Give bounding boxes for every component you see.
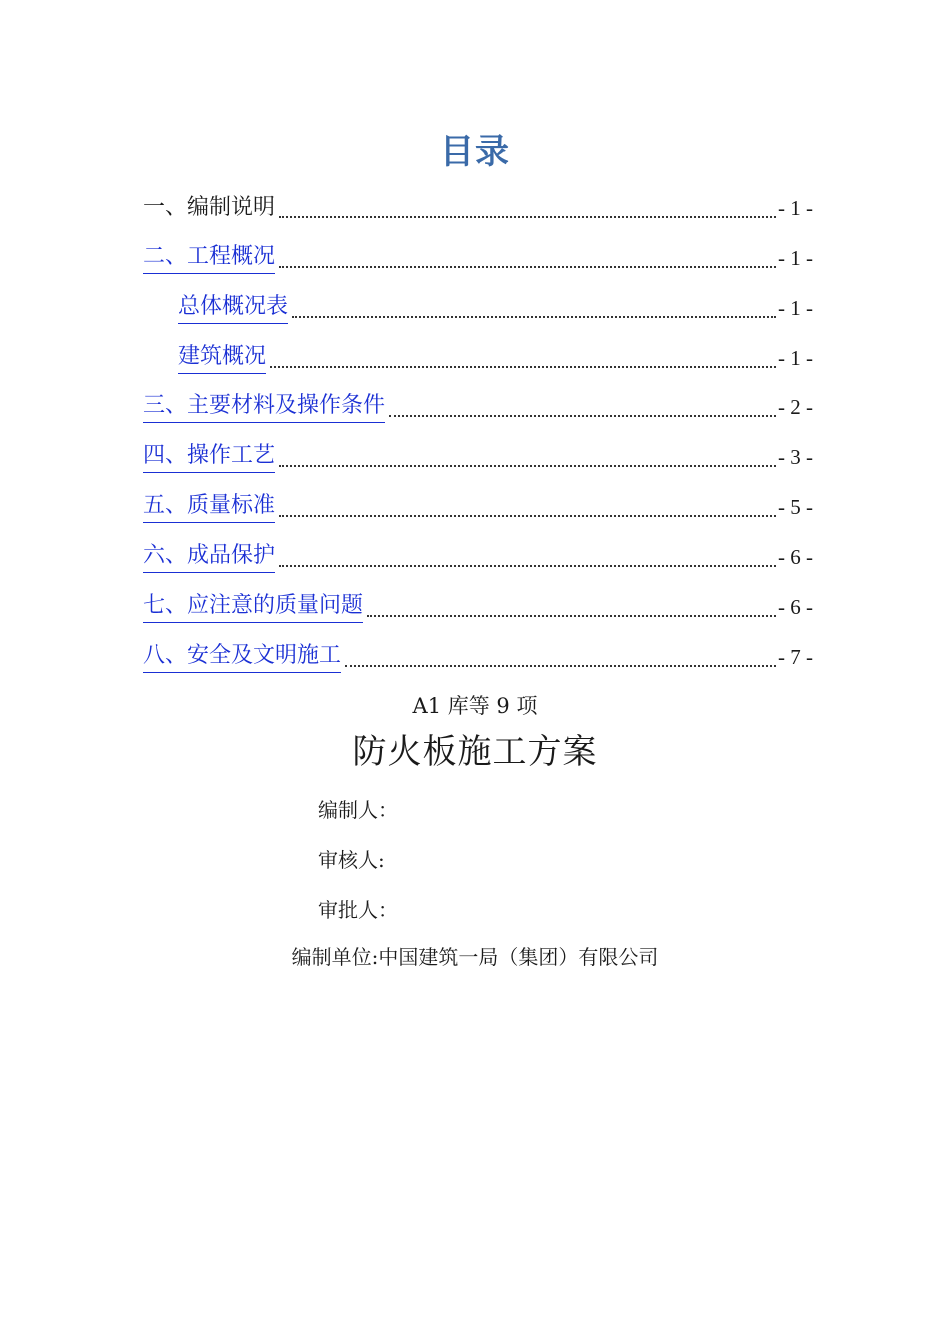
toc-item-page: - 3 - [778, 445, 813, 469]
project-subtitle: A1 库等 9 项 [412, 694, 538, 718]
approver-label: 审批人： [318, 898, 398, 922]
toc-item-page: - 1 - [778, 346, 813, 370]
toc-item-label: 五、质量标准 [143, 492, 275, 523]
toc-item-page: - 5 - [778, 495, 813, 519]
toc-item-label: 六、成品保护 [143, 542, 275, 573]
toc-item-label: 建筑概况 [178, 343, 266, 374]
toc-leader-dots [367, 614, 776, 617]
toc-leader-dots [270, 365, 776, 368]
toc-leader-dots [292, 315, 776, 318]
toc-item-2[interactable] [143, 242, 813, 274]
toc-leader-dots [345, 664, 776, 667]
toc-item-page: - 1 - [778, 246, 813, 270]
toc-item-label: 七、应注意的质量问题 [143, 592, 363, 623]
toc-leader-dots [279, 215, 776, 218]
toc-title: 目录 [440, 132, 510, 172]
toc-leader-dots [279, 564, 776, 567]
toc-item-8[interactable] [143, 641, 813, 673]
toc-leader-dots [279, 265, 776, 268]
toc-item-3[interactable] [143, 391, 813, 423]
author-label: 编制人： [318, 798, 398, 822]
toc-subitem-overview-table[interactable] [178, 292, 813, 324]
toc-item-6[interactable] [143, 541, 813, 573]
toc-item-page: - 2 - [778, 395, 813, 419]
organization-line: 编制单位:中国建筑一局（集团）有限公司 [291, 945, 659, 969]
toc-item-1[interactable] [143, 192, 813, 224]
toc-subitem-building-overview[interactable] [178, 342, 813, 374]
toc-item-7[interactable] [143, 591, 813, 623]
toc-item-5[interactable] [143, 491, 813, 523]
toc-item-label: 四、操作工艺 [143, 442, 275, 473]
toc-item-page: - 1 - [778, 296, 813, 320]
toc-item-page: - 1 - [778, 196, 813, 220]
toc-item-label: 一、编制说明 [143, 195, 276, 220]
reviewer-label: 审核人: [318, 848, 385, 872]
toc-item-label: 二、工程概况 [143, 243, 275, 274]
toc-item-4[interactable] [143, 441, 813, 473]
toc-item-label: 八、安全及文明施工 [143, 642, 341, 673]
toc-item-page: - 7 - [778, 645, 813, 669]
toc-item-label: 三、主要材料及操作条件 [143, 392, 385, 423]
toc-item-label: 总体概况表 [178, 293, 288, 324]
toc-leader-dots [279, 514, 776, 517]
project-title: 防火板施工方案 [352, 732, 598, 772]
toc-item-page: - 6 - [778, 595, 813, 619]
toc-item-page: - 6 - [778, 545, 813, 569]
toc-leader-dots [389, 414, 776, 417]
toc-leader-dots [279, 464, 776, 467]
